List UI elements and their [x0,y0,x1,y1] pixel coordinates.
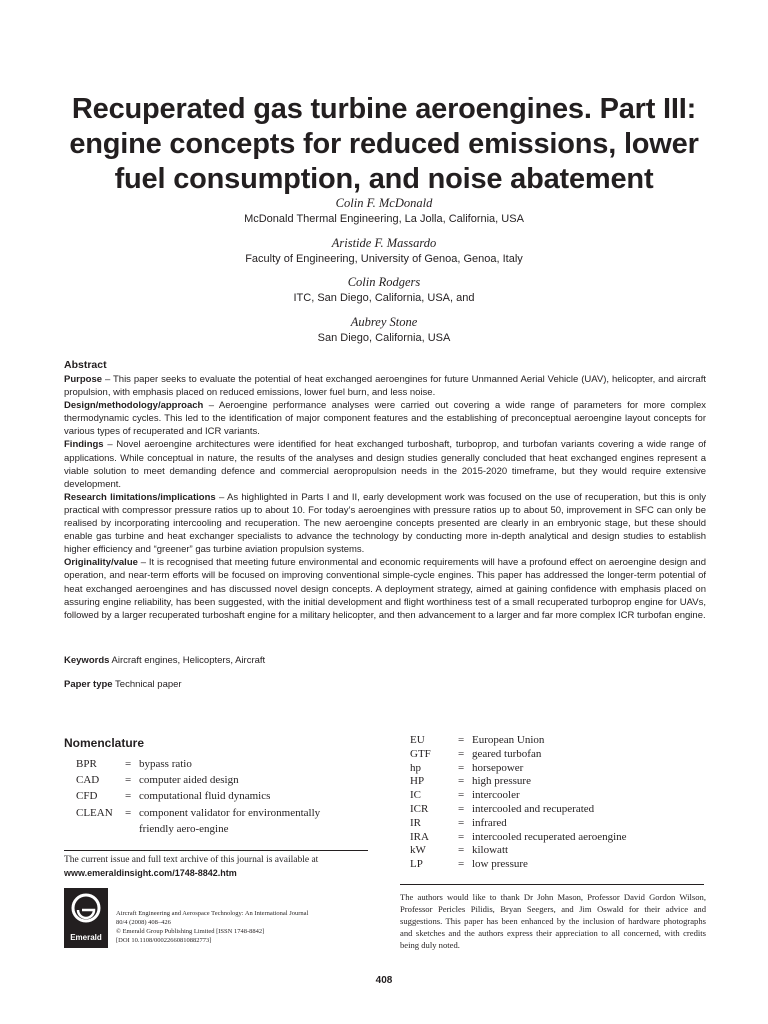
acknowledgement-divider [400,884,704,885]
nom-eq: = [125,758,132,770]
acknowledgement: The authors would like to thank Dr John Mason, Professor David Gordon Wilson, Professor Pericles Pilidis, Bryan Seegers, and Jim Oswald for their advice and suggestions. This paper has been enhanced by the inclusion of hardware photographs and sketches and the authors express their appreciation to all concerned, with credits being duly noted. [400,892,706,950]
purpose-label: Purpose [64,374,103,385]
keywords-text: Aircraft engines, Helicopters, Aircraft [109,655,266,666]
nom-def: kilowatt [472,844,509,857]
abstract [64,359,706,622]
abstract-design [64,399,706,438]
nom-eq: = [458,761,465,774]
nomenclature-row [76,805,376,821]
author-name: Aubrey Stone [350,315,418,329]
journal-line: Aircraft Engineering and Aerospace Technology: An International Journal [116,910,309,917]
emerald-swirl-icon [64,888,108,932]
paper-title [40,92,728,197]
nom-abbr: CLEAN [76,806,113,819]
keywords [64,655,265,666]
nomenclature-row [410,831,730,845]
nom-abbr: IRA [410,830,429,843]
nom-abbr: ICR [410,802,429,815]
abstract-heading: Abstract [64,359,107,371]
originality-label: Originality/value [64,557,138,569]
title-line: engine concepts for reduced emissions, lower [69,128,699,160]
nom-eq: = [125,790,132,803]
paper-type-text: Technical paper [112,679,182,690]
nom-eq: = [458,789,465,802]
nomenclature-row [76,772,376,788]
page-number: 408 [375,975,393,986]
nomenclature-right-list [410,734,730,872]
title-line: fuel consumption, and noise abatement [114,163,654,195]
keywords-label: Keywords [64,655,110,666]
nomenclature-row [410,817,730,831]
nom-abbr: CAD [76,774,100,787]
nom-def: horsepower [472,761,524,774]
nom-abbr: GTF [410,747,431,760]
design-text: – Aeroengine performance analyses were carried out covering a wide range of parameters for more complex thermodynamic cycles. This led to the identification of major component features and the establishing of preconceptual aeroengine layout concepts for various types of recuperated and ICR variants. [64,400,706,438]
purpose-text: – This paper seeks to evaluate the potential of heat exchanged aeroengines for future Unmanned Aerial Vehicle (UAV), helicopter, and aircraft propulsion, with emphasis placed on reduced emissions, lower fuel burn, and less noise. [64,374,706,399]
nom-eq: = [458,816,465,829]
nom-abbr: LP [410,858,423,871]
nomenclature-row [410,803,730,817]
author-name: Colin F. McDonald [335,196,433,210]
nom-abbr: HP [410,775,425,788]
archive-divider [64,850,368,851]
archive-notice [64,854,374,880]
nom-abbr: kW [410,844,426,857]
nom-abbr: hp [410,761,421,774]
design-label: Design/methodology/approach [64,400,204,412]
abstract-findings [64,438,706,490]
nom-def-continuation: friendly aero-engine [139,822,229,835]
author-affiliation: San Diego, California, USA [317,332,451,344]
nom-abbr: EU [410,734,425,746]
paper-type [64,679,182,690]
nomenclature-row [76,756,376,772]
abstract-research [64,491,706,556]
nomenclature-row [410,775,730,789]
nomenclature-row [410,858,730,872]
nom-abbr: CFD [76,790,98,803]
nom-def: high pressure [472,775,531,788]
archive-text: The current issue and full text archive of this journal is available at [64,855,319,865]
journal-line: © Emerald Group Publishing Limited [ISSN 1748-8842] [116,928,265,935]
nom-eq: = [458,802,465,815]
nomenclature-row [410,844,730,858]
abstract-purpose [64,373,706,399]
nomenclature-row [410,789,730,803]
nom-eq: = [458,734,465,746]
nom-def: computer aided design [139,774,239,787]
nomenclature-left-list [76,756,376,837]
nom-def: component validator for environmentally [139,806,321,819]
journal-line: 80/4 (2008) 408–426 [116,919,171,926]
nom-eq: = [458,844,465,857]
title-line: Recuperated gas turbine aeroengines. Part III: [71,93,697,125]
nom-eq: = [458,858,465,871]
nom-abbr: IR [410,816,421,829]
journal-info [116,909,376,945]
originality-text: – It is recognised that meeting future environmental and economic requirements will have a profound effect on aeroengine design and operation, and near-term efforts will be focused on improving conventional simple-cycle engines. This paper has addressed the longer-term potential of heat exchanged aeroengines and has discussed novel design concepts. A deployment strategy, aimed at gaining confidence with emphasis placed on assuring engine reliability, has been suggested, with the initial development and flight worthiness test of a small recuperated turboprop engine for UAVs, followed by a larger recuperated turboshaft engine for a military helicopter, and then advancement to a larger and far more complex ICR turbofan engine. [64,557,706,621]
nomenclature-row [76,788,376,804]
findings-label: Findings [64,439,104,451]
nom-abbr: BPR [76,758,97,770]
nom-def: geared turbofan [472,747,542,760]
logo-wordmark: Emerald [70,933,102,942]
abstract-originality [64,556,706,621]
author-name: Aristide F. Massardo [331,236,437,250]
research-text: – As highlighted in Parts I and II, early development work was focused on the use of recuperation, but this is only practical with compressor pressure ratios up to about 10. For today’s aeroengines with pressure ratios up to about 50, improvement in SFC can only be realised by incorporating intercooling and recuperation. The new aeroengine concepts presented are clearly in an embryonic stage, but these should enable gas turbine and heat exchanger specialists to advance the technology by conducting more in-depth analytical and design studies to establish higher efficiency and “greener” gas turbine aviation propulsion systems. [64,491,706,556]
author-affiliation: McDonald Thermal Engineering, La Jolla, California, USA [244,213,524,225]
nom-def: infrared [472,816,507,829]
author-affiliation: Faculty of Engineering, University of Genoa, Genoa, Italy [245,253,523,265]
journal-line: [DOI 10.1108/00022660810882773] [116,937,212,944]
emerald-logo [64,888,108,948]
nomenclature-row [410,762,730,776]
nom-def: computational fluid dynamics [139,790,271,803]
author-name: Colin Rodgers [347,275,421,289]
research-label: Research limitations/implications [64,491,216,503]
nom-def: European Union [472,734,545,746]
nom-def: low pressure [472,858,528,871]
nom-def: intercooled and recuperated [472,802,595,815]
nom-def: intercooler [472,789,520,802]
nom-eq: = [125,774,132,787]
author-affiliation: ITC, San Diego, California, USA, and [293,292,475,304]
findings-text: – Novel aeroengine architectures were identified for heat exchanged turboshaft, turboprop, and turbofan variants covering a wide range of applications. While conceptual in nature, the results of the analyses and design studies generally concluded that heat exchanged engines represent a viable solution to meet demanding defence and commercial aeropropulsion needs in the 2015-2020 timeframe, but they would require extensive development. [64,439,706,490]
nom-eq: = [458,775,465,788]
nom-eq: = [458,747,465,760]
nom-def: bypass ratio [139,758,192,770]
nom-abbr: IC [410,789,421,802]
nom-def: intercooled recuperated aeroengine [472,830,627,843]
nom-eq: = [458,830,465,843]
archive-link[interactable]: www.emeraldinsight.com/1748-8842.htm [64,868,237,878]
nomenclature-row [410,734,730,748]
paper-type-label: Paper type [64,679,113,690]
nomenclature-row [410,748,730,762]
nomenclature-heading: Nomenclature [64,736,145,750]
nom-eq: = [125,806,132,819]
